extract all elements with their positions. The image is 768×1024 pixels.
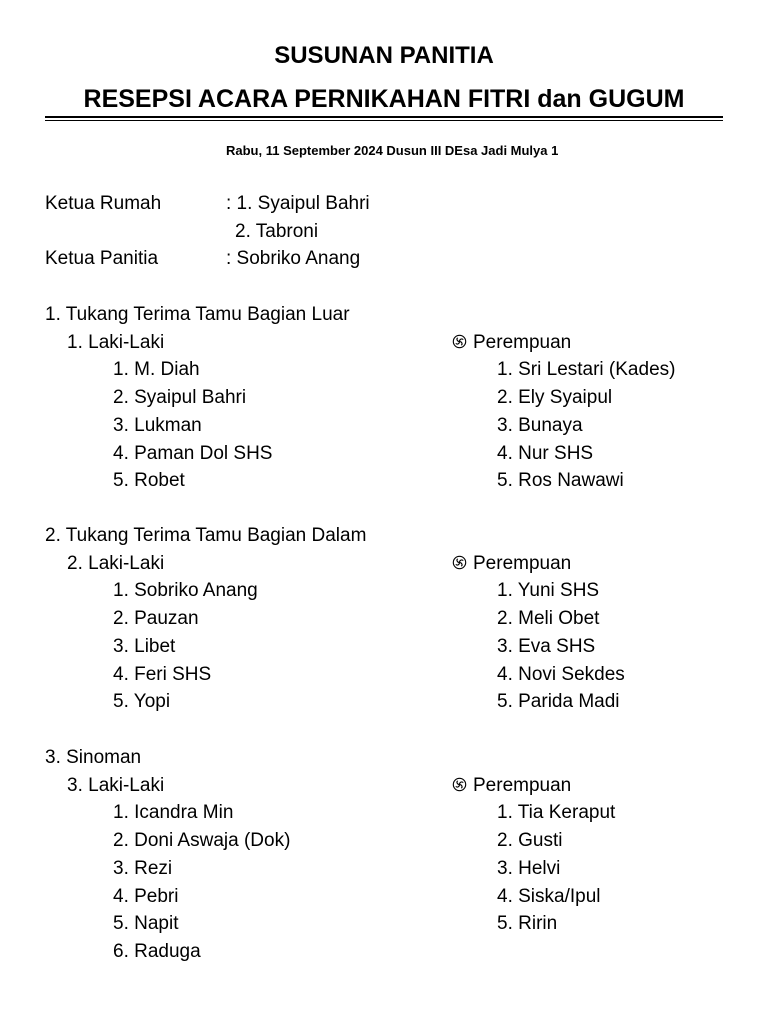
title-rule-thin	[45, 120, 723, 121]
male-list-item: 4. Feri SHS	[113, 663, 212, 685]
male-list-item: 1. Sobriko Anang	[113, 580, 258, 602]
swirl-bullet-icon	[452, 334, 467, 349]
swirl-bullet-icon	[452, 555, 467, 570]
document-title: SUSUNAN PANITIA	[274, 42, 494, 69]
female-list-item: 1. Yuni SHS	[497, 580, 600, 602]
ketua-rumah-label: Ketua Rumah	[45, 193, 162, 214]
female-list-item: 3. Bunaya	[497, 414, 583, 436]
male-group-heading: 1. Laki-Laki	[67, 331, 165, 353]
male-list-item: 5. Napit	[113, 913, 179, 935]
female-list-item: 4. Siska/Ipul	[497, 885, 601, 907]
female-list-item: 4. Novi Sekdes	[497, 663, 625, 685]
male-list-item: 1. M. Diah	[113, 359, 200, 381]
male-list-item: 5. Robet	[113, 470, 185, 492]
ketua-rumah-value-2: 2. Tabroni	[235, 221, 319, 242]
male-list-item: 1. Icandra Min	[113, 802, 234, 824]
document-subtitle: RESEPSI ACARA PERNIKAHAN FITRI dan GUGUM	[83, 85, 685, 113]
female-list-item: 5. Ros Nawawi	[497, 470, 624, 492]
female-group-heading	[452, 551, 571, 577]
section-heading: 3. Sinoman	[45, 747, 142, 768]
swirl-bullet-icon	[452, 777, 467, 792]
male-list-item: 3. Rezi	[113, 857, 173, 879]
female-list-item: 2. Ely Syaipul	[497, 387, 613, 409]
male-list-item: 2. Pauzan	[113, 608, 199, 630]
female-group-heading-text: Perempuan	[473, 774, 572, 796]
female-group-heading-text: Perempuan	[473, 331, 572, 353]
male-list-item: 4. Paman Dol SHS	[113, 442, 273, 464]
male-list-item: 2. Syaipul Bahri	[113, 387, 247, 409]
section-heading: 1. Tukang Terima Tamu Bagian Luar	[45, 304, 350, 325]
male-list-item: 3. Libet	[113, 635, 176, 657]
male-list-item: 3. Lukman	[113, 414, 202, 436]
section-heading: 2. Tukang Terima Tamu Bagian Dalam	[45, 525, 367, 546]
male-list-item: 2. Doni Aswaja (Dok)	[113, 830, 291, 852]
female-list-item: 5. Parida Madi	[497, 691, 620, 713]
male-list-item: 4. Pebri	[113, 885, 179, 907]
female-group-heading	[452, 330, 571, 356]
title-rule-thick	[45, 116, 723, 118]
male-group-heading: 2. Laki-Laki	[67, 552, 165, 574]
ketua-rumah-value-1: : 1. Syaipul Bahri	[226, 193, 370, 214]
female-list-item: 3. Eva SHS	[497, 635, 596, 657]
male-list-item: 5. Yopi	[113, 691, 171, 713]
female-group-heading-text: Perempuan	[473, 552, 572, 574]
female-list-item: 2. Meli Obet	[497, 608, 600, 630]
female-list-item: 1. Sri Lestari (Kades)	[497, 359, 676, 381]
female-list-item: 5. Ririn	[497, 913, 558, 935]
female-list-item: 3. Helvi	[497, 857, 561, 879]
date-location: Rabu, 11 September 2024 Dusun III DEsa Jadi Mulya 1	[226, 143, 559, 158]
female-list-item: 1. Tia Keraput	[497, 802, 616, 824]
female-list-item: 2. Gusti	[497, 830, 563, 852]
ketua-panitia-label: Ketua Panitia	[45, 248, 159, 269]
male-list-item: 6. Raduga	[113, 940, 201, 962]
ketua-panitia-value: : Sobriko Anang	[226, 248, 361, 269]
female-group-heading	[452, 773, 571, 799]
female-list-item: 4. Nur SHS	[497, 442, 594, 464]
male-group-heading: 3. Laki-Laki	[67, 774, 165, 796]
